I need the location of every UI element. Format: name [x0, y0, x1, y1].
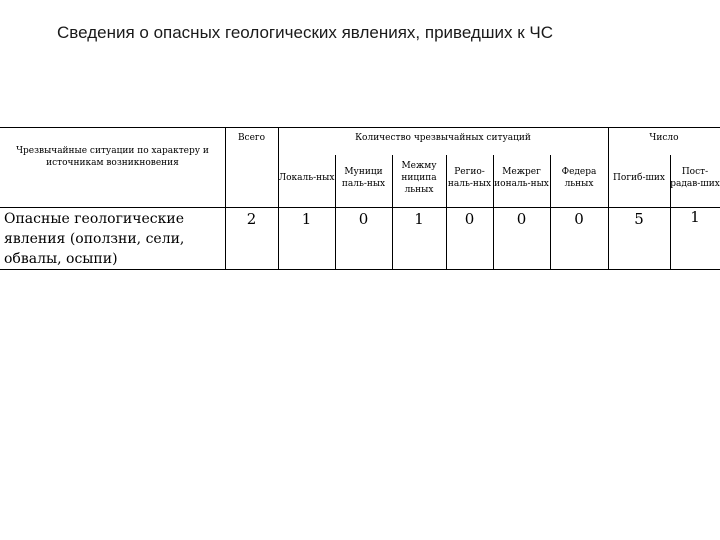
header-regional: Регио-наль-ных — [447, 167, 492, 189]
header-interregional: Межрег иональ-ных — [494, 167, 549, 189]
header-injured: Пост-радав-ших — [670, 167, 720, 189]
row-label: Опасные геологические явления (оползни, сели, обвалы, осыпи) — [4, 211, 185, 267]
cell-municipal: 0 — [358, 210, 369, 228]
page-title: Сведения о опасных геологических явлениях, приведших к ЧС — [57, 23, 553, 42]
header-number-group: Число — [649, 133, 679, 143]
cell-interregional: 0 — [516, 210, 527, 228]
header-dead: Погиб-ших — [613, 173, 665, 183]
header-municipal: Муници паль-ных — [341, 167, 386, 189]
header-local: Локаль-ных — [278, 173, 335, 183]
cell-regional: 0 — [464, 210, 475, 228]
header-intermunicipal: Межму ниципа льных — [401, 161, 437, 195]
header-count-group: Количество чрезвычайных ситуаций — [355, 133, 531, 143]
cell-total: 2 — [246, 210, 257, 228]
header-category: Чрезвычайные ситуации по характеру и источникам возникновения — [16, 146, 209, 168]
cell-local: 1 — [301, 210, 312, 228]
data-table — [0, 127, 720, 270]
header-federal: Федера льных — [561, 167, 597, 189]
cell-federal: 0 — [574, 210, 584, 228]
cell-injured: 1 — [690, 208, 700, 226]
header-total: Всего — [237, 133, 266, 143]
cell-intermunicipal: 1 — [414, 210, 424, 228]
cell-dead: 5 — [634, 210, 644, 228]
